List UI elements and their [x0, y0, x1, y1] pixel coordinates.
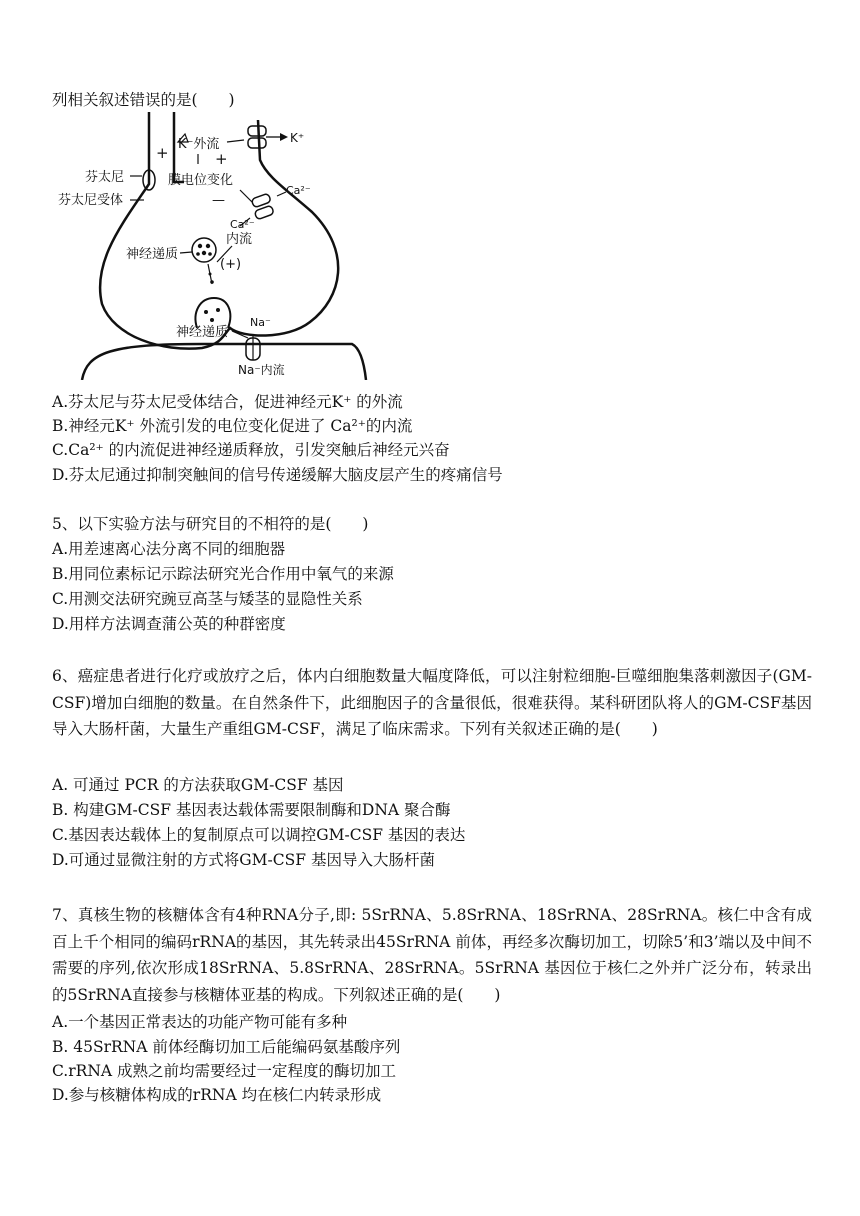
q7-option-c: C.rRNA 成熟之前均需要经过一定程度的酶切加工	[52, 1062, 396, 1080]
q5-stem: 5、以下实验方法与研究目的不相符的是( )	[52, 515, 369, 533]
release-site	[196, 298, 231, 328]
label-nt-bottom: 神经递质	[176, 325, 229, 340]
q7-option-a: A.一个基因正常表达的功能产物可能有多种	[52, 1013, 348, 1031]
label-ca-inner: Ca²⁻	[230, 218, 255, 231]
label-na-influx: Na⁻内流	[238, 363, 285, 377]
label-ca-top: Ca²⁻	[286, 184, 311, 197]
q6-option-d: D.可通过显微注射的方式将GM-CSF 基因导入大肠杆菌	[52, 851, 435, 869]
q4-stem-tail: 列相关叙述错误的是( )	[52, 91, 235, 109]
label-potential-change: 膜电位变化	[168, 173, 234, 188]
minus-sign: —	[212, 193, 225, 208]
vesicle	[192, 238, 216, 262]
q7-option-b: B. 45SrRNA 前体经酶切加工后能编码氨基酸序列	[52, 1038, 401, 1056]
label-k-efflux: K⁻外流	[178, 137, 220, 152]
q4-option-d: D.芬太尼通过抑制突触间的信号传递缓解大脑皮层产生的疼痛信号	[52, 466, 503, 484]
q6-option-a: A. 可通过 PCR 的方法获取GM-CSF 基因	[52, 776, 344, 794]
q7-stem: 7、真核生物的核糖体含有4种RNA分子,即: 5SrRNA、5.8SrRNA、18SrRNA、28SrRNA。核仁中含有成百上千个相同的编码rRNA的基因，其先转录出45SrRNA 前体，再经多次酶切加工，切除5’和3’端以及中间不需要的序列,依次形成18SrRNA、5.8SrRNA、28SrRNA。5SrRNA 基因位于核仁之外并广泛分布，转录出的5SrRNA直接参与核糖体亚基的构成。下列叙述正确的是( )	[52, 906, 812, 1004]
synapse-diagram	[52, 112, 372, 380]
label-na-ion: Na⁻	[250, 316, 271, 329]
q4-option-b: B.神经元K⁺ 外流引发的电位变化促进了 Ca²⁺的内流	[52, 417, 413, 435]
q4-option-a: A.芬太尼与芬太尼受体结合，促进神经元K⁺ 的外流	[52, 393, 403, 411]
q5-option-a: A.用差速离心法分离不同的细胞器	[52, 540, 286, 558]
q7-option-d: D.参与核糖体构成的rRNA 均在核仁内转录形成	[52, 1086, 382, 1104]
q6-option-b: B. 构建GM-CSF 基因表达载体需要限制酶和DNA 聚合酶	[52, 801, 451, 819]
k-channel	[248, 126, 266, 136]
label-k-ion: K⁺	[290, 131, 305, 145]
plus-sign-1: +	[156, 144, 169, 162]
label-ca-influx: 内流	[226, 232, 253, 247]
postsynaptic-membrane	[82, 344, 366, 380]
label-nt-left: 神经递质	[126, 247, 179, 262]
q5-option-b: B.用同位素标记示踪法研究光合作用中氧气的来源	[52, 565, 394, 583]
q5-option-d: D.用样方法调查蒲公英的种群密度	[52, 615, 286, 633]
q5-option-c: C.用测交法研究豌豆高茎与矮茎的显隐性关系	[52, 590, 363, 608]
q4-option-c: C.Ca²⁺ 的内流促进神经递质释放，引发突触后神经元兴奋	[52, 441, 450, 459]
q6-option-c: C.基因表达载体上的复制原点可以调控GM-CSF 基因的表达	[52, 826, 466, 844]
label-fentanyl: 芬太尼	[85, 170, 125, 185]
q6-stem: 6、癌症患者进行化疗或放疗之后，体内白细胞数量大幅度降低，可以注射粒细胞-巨噬细胞集落刺激因子(GM-CSF)增加白细胞的数量。在自然条件下，此细胞因子的含量很低，很难获得。某科研团队将人的GM-CSF基因导入大肠杆菌，大量生产重组GM-CSF，满足了临床需求。下列有关叙述正确的是( )	[52, 667, 812, 738]
label-receptor: 芬太尼受体	[58, 193, 124, 208]
label-plus-paren: (+)	[220, 257, 242, 272]
plus-sign-2: +	[215, 150, 228, 168]
